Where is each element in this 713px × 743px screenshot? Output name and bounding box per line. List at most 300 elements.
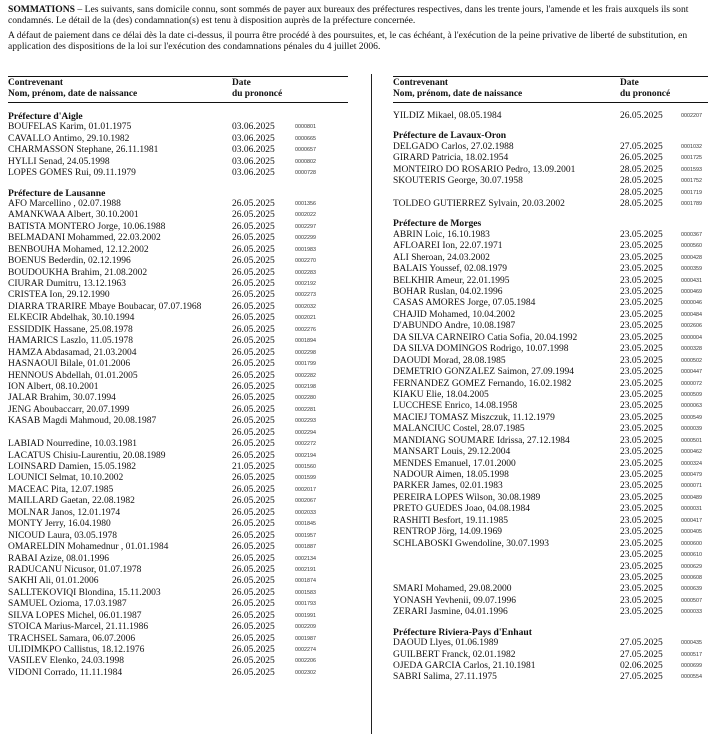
table-row bbox=[8, 199, 348, 210]
pronounced-date: 03.06.2025 bbox=[232, 156, 275, 167]
pronounced-date: 26.05.2025 bbox=[232, 519, 275, 530]
offender-name: PEREIRA LOPES Wilson, 30.08.1989 bbox=[393, 492, 541, 503]
prefecture-title: Préfecture de Morges bbox=[393, 218, 482, 230]
offender-name: BOUDOUKHA Brahim, 21.08.2002 bbox=[8, 267, 148, 278]
offender-name: LABIAD Nourredine, 10.03.1981 bbox=[8, 439, 138, 450]
offender-name: YONASH Yevhenii, 09.07.1996 bbox=[393, 595, 516, 606]
offender-name: AFLOAREI Ion, 22.07.1971 bbox=[393, 241, 503, 252]
table-row bbox=[8, 485, 348, 496]
table-row bbox=[393, 230, 708, 241]
table-row bbox=[8, 168, 348, 179]
pronounced-date: 26.05.2025 bbox=[232, 267, 275, 278]
table-row bbox=[393, 321, 708, 332]
reference-code: 0001583 bbox=[295, 589, 316, 596]
reference-code: 0001957 bbox=[295, 532, 316, 539]
offender-name: MACEAC Pita, 12.07.1985 bbox=[8, 484, 114, 495]
table-row bbox=[8, 656, 348, 667]
offender-name: AFO Marcellino , 02.07.1988 bbox=[8, 198, 121, 209]
prefecture-title: Préfecture d'Aigle bbox=[8, 111, 83, 122]
pronounced-date: 02.06.2025 bbox=[620, 660, 663, 671]
offender-name: TRACHSEL Samara, 06.07.2006 bbox=[8, 633, 136, 644]
reference-code: 0000509 bbox=[681, 391, 702, 398]
reference-code: 0001032 bbox=[681, 143, 702, 150]
prefecture-section bbox=[393, 218, 708, 618]
offender-name: BENBOUHA Mohamed, 12.12.2002 bbox=[8, 244, 149, 255]
table-row bbox=[393, 413, 708, 424]
pronounced-date: 26.05.2025 bbox=[232, 473, 275, 484]
offender-name: MENDES Emanuel, 17.01.2000 bbox=[393, 458, 516, 469]
intro-text bbox=[8, 4, 705, 56]
offender-name: MACIEJ TOMASZ Miszczuk, 11.12.1979 bbox=[393, 412, 555, 423]
intro-paragraph-1 bbox=[8, 4, 705, 27]
right-sections bbox=[393, 130, 708, 683]
reference-code: 0000610 bbox=[681, 552, 702, 559]
offender-name: AMANKWAA Albert, 30.10.2001 bbox=[8, 210, 139, 221]
table-row bbox=[8, 122, 348, 133]
pronounced-date: 23.05.2025 bbox=[620, 595, 663, 606]
pronounced-date: 23.05.2025 bbox=[620, 458, 663, 469]
pronounced-date: 26.05.2025 bbox=[232, 381, 275, 392]
reference-code: 0002282 bbox=[295, 372, 316, 379]
table-row bbox=[8, 222, 348, 233]
pronounced-date: 26.05.2025 bbox=[232, 313, 275, 324]
pronounced-date: 26.05.2025 bbox=[232, 244, 275, 255]
table-row bbox=[393, 276, 708, 287]
pronounced-date: 23.05.2025 bbox=[620, 607, 663, 618]
reference-code: 0000469 bbox=[681, 289, 702, 296]
pronounced-date: 23.05.2025 bbox=[620, 424, 663, 435]
table-row bbox=[393, 310, 708, 321]
pronounced-date: 23.05.2025 bbox=[620, 355, 663, 366]
offender-name: RADUCANU Nicusor, 01.07.1978 bbox=[8, 564, 142, 575]
table-row bbox=[393, 607, 708, 618]
offender-name: BELKHIR Ameur, 22.01.1995 bbox=[393, 275, 510, 286]
pronounced-date: 26.05.2025 bbox=[232, 656, 275, 667]
table-row bbox=[393, 165, 708, 176]
offender-name: CHAJID Mohamed, 10.04.2002 bbox=[393, 309, 516, 320]
reference-code: 0000699 bbox=[681, 662, 702, 669]
pronounced-date: 23.05.2025 bbox=[620, 481, 663, 492]
reference-code: 0000549 bbox=[681, 414, 702, 421]
offender-name: JENG Aboubaccarr, 20.07.1999 bbox=[8, 404, 130, 415]
pronounced-date: 26.05.2025 bbox=[232, 393, 275, 404]
table-row bbox=[8, 519, 348, 530]
reference-code: 0002281 bbox=[295, 406, 316, 413]
reference-code: 0000728 bbox=[295, 170, 316, 177]
table-row bbox=[8, 599, 348, 610]
table-row bbox=[8, 542, 348, 553]
reference-code: 0002134 bbox=[295, 555, 316, 562]
table-row bbox=[8, 393, 348, 404]
table-row-continuation bbox=[393, 562, 708, 573]
table-row bbox=[393, 241, 708, 252]
table-row bbox=[8, 634, 348, 645]
table-row bbox=[393, 390, 708, 401]
offender-name: SAKHI Ali, 01.01.2006 bbox=[8, 576, 99, 587]
table-row bbox=[393, 539, 708, 550]
reference-code: 0000802 bbox=[295, 158, 316, 165]
reference-code: 0001874 bbox=[295, 578, 316, 585]
pronounced-date: 26.05.2025 bbox=[232, 496, 275, 507]
reference-code: 0000479 bbox=[681, 472, 702, 479]
offender-name: NICOUD Laura, 03.05.1978 bbox=[8, 530, 117, 541]
pronounced-date: 26.05.2025 bbox=[232, 279, 275, 290]
reference-code: 0000046 bbox=[681, 300, 702, 307]
table-row bbox=[8, 145, 348, 156]
reference-code: 0002022 bbox=[295, 212, 316, 219]
table-row bbox=[393, 596, 708, 607]
table-row bbox=[8, 531, 348, 542]
pronounced-date: 28.05.2025 bbox=[620, 199, 663, 210]
reference-code: 0000657 bbox=[295, 147, 316, 154]
reference-code: 0000665 bbox=[295, 135, 316, 142]
prefecture-title: Préfecture de Lausanne bbox=[8, 187, 106, 199]
table-row bbox=[8, 439, 348, 450]
offender-name: LOINSARD Damien, 15.05.1982 bbox=[8, 462, 136, 473]
reference-code: 0000517 bbox=[681, 651, 702, 658]
offender-name: ZERARI Jasmine, 04.01.1996 bbox=[393, 607, 508, 618]
offender-name: VASILEV Elenko, 24.03.1998 bbox=[8, 656, 125, 667]
offender-name: HASNAOUI Bilale, 01.01.2006 bbox=[8, 359, 131, 370]
reference-code: 0002280 bbox=[295, 395, 316, 402]
table-row bbox=[393, 199, 708, 210]
reference-code: 0000489 bbox=[681, 494, 702, 501]
offender-name: KASAB Magdi Mahmoud, 20.08.1987 bbox=[8, 416, 157, 427]
offender-name: BELMADANI Mohammed, 22.03.2002 bbox=[8, 233, 161, 244]
table-row bbox=[8, 668, 348, 679]
reference-code: 0000639 bbox=[681, 586, 702, 593]
table-row bbox=[393, 287, 708, 298]
table-row bbox=[393, 153, 708, 164]
pronounced-date: 23.05.2025 bbox=[620, 412, 663, 423]
table-row bbox=[8, 279, 348, 290]
table-row bbox=[8, 416, 348, 427]
table-row-continuation bbox=[393, 573, 708, 584]
reference-code: 0000608 bbox=[681, 574, 702, 581]
table-row bbox=[393, 459, 708, 470]
offender-name: LACATUS Chisiu-Laurentiu, 20.08.1989 bbox=[8, 450, 166, 461]
table-row-continuation bbox=[393, 550, 708, 561]
table-row bbox=[393, 298, 708, 309]
header-date-line1: Date bbox=[232, 78, 251, 88]
column-divider bbox=[371, 74, 372, 734]
table-row bbox=[8, 645, 348, 656]
pronounced-date: 23.05.2025 bbox=[620, 492, 663, 503]
reference-code: 0000417 bbox=[681, 517, 702, 524]
table-row bbox=[8, 210, 348, 221]
reference-code: 0000435 bbox=[681, 640, 702, 647]
header-date-line1: Date bbox=[620, 78, 639, 88]
reference-code: 0002209 bbox=[295, 624, 316, 631]
table-row bbox=[8, 256, 348, 267]
pronounced-date: 23.05.2025 bbox=[620, 389, 663, 400]
table-row bbox=[8, 405, 348, 416]
reference-code: 0000428 bbox=[681, 254, 702, 261]
prefecture-section bbox=[393, 627, 708, 684]
pronounced-date: 26.05.2025 bbox=[232, 633, 275, 644]
pronounced-date: 26.05.2025 bbox=[232, 427, 275, 438]
reference-code: 0000405 bbox=[681, 529, 702, 536]
offender-name: RASHITI Besfort, 19.11.1985 bbox=[393, 515, 508, 526]
offender-name: SMARI Mohamed, 29.08.2000 bbox=[393, 584, 512, 595]
reference-code: 0002191 bbox=[295, 566, 316, 573]
offender-name: HAMARICS Laszlo, 11.05.1978 bbox=[8, 336, 133, 347]
reference-code: 0000033 bbox=[681, 609, 702, 616]
prefecture-section bbox=[8, 111, 348, 180]
offender-name: ALI Sheroan, 24.03.2002 bbox=[393, 252, 490, 263]
reference-code: 0001752 bbox=[681, 178, 702, 185]
reference-code: 0002298 bbox=[295, 349, 316, 356]
reference-code: 0000501 bbox=[681, 437, 702, 444]
pronounced-date: 03.06.2025 bbox=[232, 145, 275, 156]
offender-name: BATISTA MONTERO Jorge, 10.06.1988 bbox=[8, 221, 166, 232]
pronounced-date: 23.05.2025 bbox=[620, 367, 663, 378]
pronounced-date: 26.05.2025 bbox=[232, 576, 275, 587]
reference-code: 0000039 bbox=[681, 426, 702, 433]
offender-name: TOLDEO GUTIERREZ Sylvain, 20.03.2002 bbox=[393, 199, 565, 210]
header-bottom-rule bbox=[393, 102, 708, 103]
pronounced-date: 23.05.2025 bbox=[620, 527, 663, 538]
pronounced-date: 26.05.2025 bbox=[232, 645, 275, 656]
offender-name: RENTROP Jörg, 14.09.1969 bbox=[393, 527, 502, 538]
reference-code: 0002206 bbox=[295, 658, 316, 665]
pronounced-date: 23.05.2025 bbox=[620, 229, 663, 240]
reference-code: 0000324 bbox=[681, 460, 702, 467]
offender-name: BALAIS Youssef, 02.08.1979 bbox=[393, 264, 508, 275]
prefecture-title: Préfecture de Lavaux-Oron bbox=[393, 130, 507, 142]
pronounced-date: 26.05.2025 bbox=[232, 416, 275, 427]
table-row bbox=[393, 504, 708, 515]
table-row bbox=[8, 268, 348, 279]
table-row bbox=[8, 336, 348, 347]
table-row bbox=[8, 382, 348, 393]
header-date-line2: du prononcé bbox=[232, 88, 283, 99]
reference-code: 0002276 bbox=[295, 326, 316, 333]
pronounced-date: 23.05.2025 bbox=[620, 538, 663, 549]
table-row bbox=[8, 565, 348, 576]
reference-code: 0001983 bbox=[295, 246, 316, 253]
pronounced-date: 23.05.2025 bbox=[620, 572, 663, 583]
offender-name: BOENUS Bederdin, 02.12.1996 bbox=[8, 256, 131, 267]
offender-name: RABAI Azize, 08.01.1996 bbox=[8, 553, 110, 564]
pronounced-date: 23.05.2025 bbox=[620, 298, 663, 309]
reference-code: 0000462 bbox=[681, 449, 702, 456]
reference-code: 0001725 bbox=[681, 155, 702, 162]
pronounced-date: 26.05.2025 bbox=[232, 404, 275, 415]
table-row bbox=[8, 496, 348, 507]
pronounced-date: 26.05.2025 bbox=[232, 256, 275, 267]
pronounced-date: 23.05.2025 bbox=[620, 287, 663, 298]
table-row bbox=[393, 176, 708, 187]
left-sections bbox=[8, 111, 348, 679]
offender-name: SAMUEL Ozioma, 17.03.1987 bbox=[8, 599, 127, 610]
offender-name: MOLNAR Janos, 12.01.1974 bbox=[8, 507, 121, 518]
header-offender bbox=[8, 78, 137, 99]
pronounced-date: 23.05.2025 bbox=[620, 309, 663, 320]
header-offender-line1: Contrevenant bbox=[393, 78, 449, 88]
prefecture-section bbox=[393, 130, 708, 210]
pronounced-date: 26.05.2025 bbox=[232, 324, 275, 335]
reference-code: 0000031 bbox=[681, 506, 702, 513]
header-date bbox=[620, 78, 670, 99]
pronounced-date: 28.05.2025 bbox=[620, 164, 663, 175]
reference-code: 0002293 bbox=[295, 418, 316, 425]
pronounced-date: 21.05.2025 bbox=[232, 462, 275, 473]
table-row bbox=[393, 436, 708, 447]
offender-name: BOUFELAS Karim, 01.01.1975 bbox=[8, 122, 132, 133]
table-row-continuation bbox=[8, 428, 348, 439]
offender-name: DIARRA TRARIRE Mbaye Boubacar, 07.07.1968 bbox=[8, 301, 202, 312]
reference-code: 0002067 bbox=[295, 498, 316, 505]
table-row bbox=[8, 622, 348, 633]
column-header bbox=[8, 77, 348, 101]
offender-name: ABRIN Loic, 16.10.1983 bbox=[393, 229, 490, 240]
pronounced-date: 26.05.2025 bbox=[232, 210, 275, 221]
pronounced-date: 26.05.2025 bbox=[620, 153, 663, 164]
header-offender-line2: Nom, prénom, date de naissance bbox=[393, 88, 523, 99]
offender-name: SABRI Salima, 27.11.1975 bbox=[393, 672, 497, 683]
pronounced-date: 23.05.2025 bbox=[620, 252, 663, 263]
column-header bbox=[393, 77, 708, 101]
pronounced-date: 26.05.2025 bbox=[232, 370, 275, 381]
table-row bbox=[8, 157, 348, 168]
pronounced-date: 26.05.2025 bbox=[232, 439, 275, 450]
table-row bbox=[8, 371, 348, 382]
table-row bbox=[393, 401, 708, 412]
reference-code: 0001991 bbox=[295, 612, 316, 619]
table-row bbox=[393, 481, 708, 492]
table-row bbox=[393, 650, 708, 661]
pronounced-date: 23.05.2025 bbox=[620, 332, 663, 343]
pronounced-date: 23.05.2025 bbox=[620, 275, 663, 286]
reference-code: 0002272 bbox=[295, 441, 316, 448]
pronounced-date: 27.05.2025 bbox=[620, 141, 663, 152]
offender-name: DELGADO Carlos, 27.02.1988 bbox=[393, 141, 514, 152]
offender-name: GIRARD Patricia, 18.02.1954 bbox=[393, 153, 509, 164]
pronounced-date: 23.05.2025 bbox=[620, 550, 663, 561]
offender-name: YILDIZ Mikael, 08.05.1984 bbox=[393, 111, 502, 121]
reference-code: 0000072 bbox=[681, 380, 702, 387]
offender-name: CAVALLO Antimo, 29.10.1982 bbox=[8, 133, 130, 144]
offender-name: MONTY Jerry, 16.04.1980 bbox=[8, 519, 111, 530]
offender-name: MANSART Louis, 29.12.2004 bbox=[393, 447, 511, 458]
table-row bbox=[393, 253, 708, 264]
table-row bbox=[8, 325, 348, 336]
table-row bbox=[8, 451, 348, 462]
offender-name: LOUNICI Selmat, 10.10.2002 bbox=[8, 473, 124, 484]
table-row bbox=[8, 462, 348, 473]
pronounced-date: 26.05.2025 bbox=[232, 622, 275, 633]
table-row bbox=[8, 588, 348, 599]
offender-name: HENNOUS Abdellah, 01.01.2005 bbox=[8, 370, 138, 381]
table-row bbox=[393, 516, 708, 527]
table-row bbox=[8, 359, 348, 370]
reference-code: 0000629 bbox=[681, 563, 702, 570]
offender-name: OMARELDIN Mohamednur , 01.01.1984 bbox=[8, 542, 169, 553]
table-row bbox=[8, 611, 348, 622]
pronounced-date: 27.05.2025 bbox=[620, 638, 663, 649]
table-row bbox=[393, 672, 708, 683]
intro-paragraph-1-text: – Les suivants, sans domicile connu, sont sommés de payer aux bureaux des préfectures respectives, dans les trente jours, l'amende et les frais auxquels ils sont condamnés. Le détail de la (des) condamnation(s) est tenu à disposition auprès de la préfecture concernée. bbox=[8, 4, 689, 27]
reference-code: 0001560 bbox=[295, 464, 316, 471]
table-row bbox=[393, 356, 708, 367]
offender-name: ULIDIMKPO Callistus, 18.12.1976 bbox=[8, 645, 145, 656]
offender-name: DEMETRIO GONZALEZ Saimon, 27.09.1994 bbox=[393, 367, 575, 378]
pronounced-date: 03.06.2025 bbox=[232, 168, 275, 179]
offender-name: PARKER James, 02.01.1983 bbox=[393, 481, 503, 492]
offender-name: HAMZA Abdasamad, 21.03.2004 bbox=[8, 347, 137, 358]
offender-name: PRETO GUEDES Joao, 04.08.1984 bbox=[393, 504, 531, 515]
offender-name: JALAR Brahim, 30.07.1994 bbox=[8, 393, 116, 404]
pronounced-date: 23.05.2025 bbox=[620, 584, 663, 595]
offender-name: VIDONI Corrado, 11.11.1984 bbox=[8, 667, 123, 678]
offender-name: LUCCHESE Enrico, 14.08.1958 bbox=[393, 401, 518, 412]
reference-code: 0000560 bbox=[681, 243, 702, 250]
pronounced-date: 23.05.2025 bbox=[620, 401, 663, 412]
offender-name: SKOUTERIS George, 30.07.1958 bbox=[393, 176, 523, 187]
reference-code: 0001593 bbox=[681, 166, 702, 173]
reference-code: 0000063 bbox=[681, 403, 702, 410]
intro-lead: SOMMATIONS bbox=[8, 4, 75, 15]
offender-name: HYLLI Senad, 24.05.1998 bbox=[8, 156, 110, 167]
table-row bbox=[393, 264, 708, 275]
offender-name: ESSIDDIK Hassane, 25.08.1978 bbox=[8, 324, 133, 335]
pronounced-date: 28.05.2025 bbox=[620, 187, 663, 198]
offender-name: MONTEIRO DO ROSARIO Pedro, 13.09.2001 bbox=[393, 164, 576, 175]
intro-paragraph-2: A défaut de paiement dans ce délai dès la date ci-dessus, il pourra être procédé à des poursuites, et, le cas échéant, à l'exécution de la peine privative de liberté de substitution, en application des dispositions de la loi sur l'exécution des condamnations pénales du 4 juillet 2006. bbox=[8, 29, 688, 53]
table-row bbox=[393, 661, 708, 672]
table-row bbox=[8, 473, 348, 484]
pronounced-date: 26.05.2025 bbox=[232, 484, 275, 495]
header-offender bbox=[393, 78, 522, 99]
reference-code: 0000328 bbox=[681, 346, 702, 353]
table-row bbox=[8, 302, 348, 313]
reference-code: 0001599 bbox=[295, 475, 316, 482]
header-offender-line1: Contrevenant bbox=[8, 78, 64, 88]
reference-code: 0000431 bbox=[681, 277, 702, 284]
reference-code: 0001845 bbox=[295, 521, 316, 528]
pronounced-date: 26.05.2025 bbox=[232, 542, 275, 553]
prefecture-section bbox=[8, 188, 348, 680]
pronounced-date: 23.05.2025 bbox=[620, 447, 663, 458]
pronounced-date: 23.05.2025 bbox=[620, 264, 663, 275]
reference-code: 0000600 bbox=[681, 540, 702, 547]
reference-code: 0000359 bbox=[681, 266, 702, 273]
offender-name: MALANCIUC Costel, 28.07.1985 bbox=[393, 424, 525, 435]
reference-code: 0001719 bbox=[681, 189, 702, 196]
pronounced-date: 26.05.2025 bbox=[232, 359, 275, 370]
pronounced-date: 28.05.2025 bbox=[620, 176, 663, 187]
offender-name: NADOUR Aimen, 18.05.1998 bbox=[393, 470, 509, 481]
reference-code: 0000071 bbox=[681, 483, 702, 490]
table-row bbox=[393, 447, 708, 458]
reference-code: 0002194 bbox=[295, 452, 316, 459]
pronounced-date: 23.05.2025 bbox=[620, 378, 663, 389]
reference-code: 0000507 bbox=[681, 597, 702, 604]
pronounced-date: 26.05.2025 bbox=[232, 610, 275, 621]
reference-code: 0000447 bbox=[681, 369, 702, 376]
table-row bbox=[8, 245, 348, 256]
offender-name: CHARMASSON Stephane, 26.11.1981 bbox=[8, 145, 159, 156]
reference-code: 0001887 bbox=[295, 544, 316, 551]
offender-name: ELKECIR Abdelhak, 30.10.1994 bbox=[8, 313, 135, 324]
pronounced-date: 26.05.2025 bbox=[232, 599, 275, 610]
reference-code: 0000801 bbox=[295, 124, 316, 131]
pronounced-date: 23.05.2025 bbox=[620, 504, 663, 515]
offender-name: SALLTEKOVIQI Blondina, 15.11.2003 bbox=[8, 587, 161, 598]
pronounced-date: 23.05.2025 bbox=[620, 515, 663, 526]
table-row bbox=[393, 424, 708, 435]
